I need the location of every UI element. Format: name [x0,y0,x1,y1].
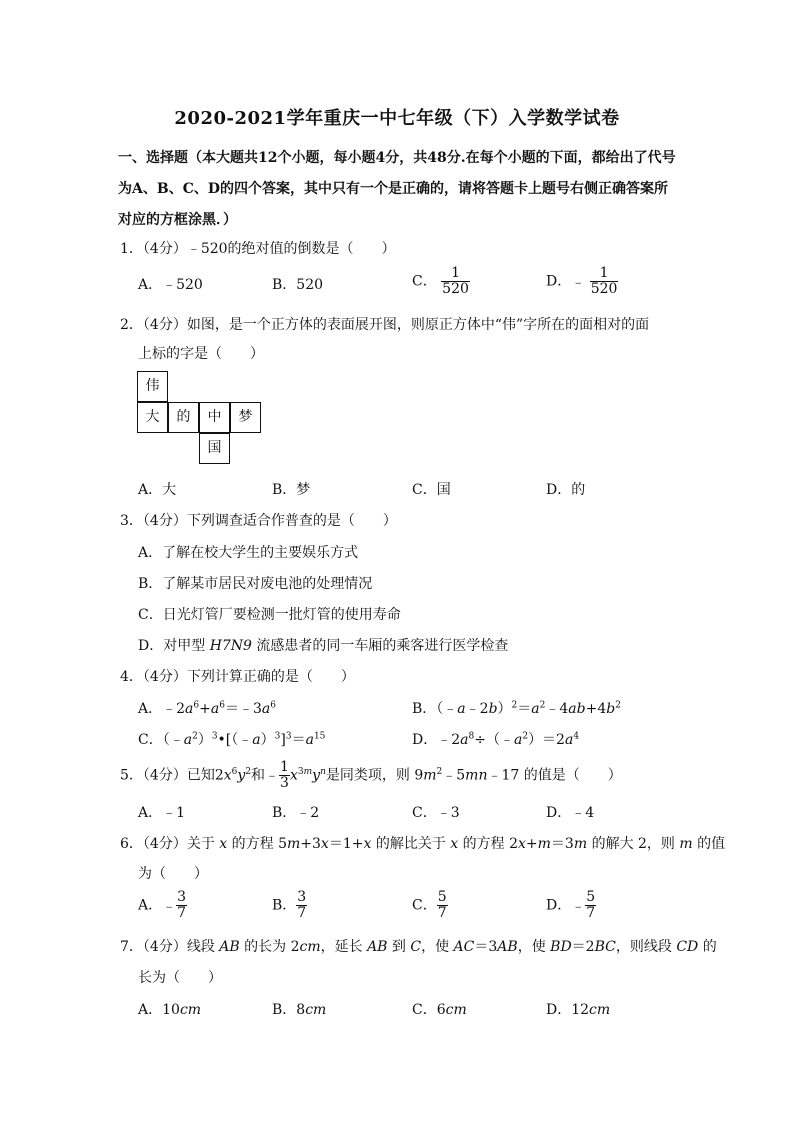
q2-option-c: C．国 [412,482,451,498]
q5-stem-suffix: 的值是（ ） [523,767,622,784]
exam-title: 2020-2021学年重庆一中七年级（下）入学数学试卷 [174,108,620,129]
net-cell-wei: 伟 [137,371,168,402]
q5-stem-middle: 是同类项，则 [325,767,410,784]
q2-option-d: D．的 [546,482,586,498]
fraction-denominator: 7 [437,905,447,921]
q6-option-a-fraction [176,890,187,921]
q6-option-b [272,890,307,921]
q1-option-c-label: C． [412,273,437,290]
q3-option-d-prefix: D．对甲型 [138,638,206,654]
net-cell-da: 大 [137,402,168,433]
fraction-numerator: 3 [297,889,307,905]
q1-option-c-fraction [441,266,470,297]
question-2-stem: 2．（4分）如图，是一个正方体的表面展开图，则原正方体中“伟”字所在的面相对的面 [120,317,650,333]
q7-option-a-value: A．10 [138,1002,180,1018]
fraction-numerator: 5 [586,889,596,905]
fraction-denominator: 7 [586,905,596,921]
q5-option-a: A．﹣1 [138,805,186,821]
question-7-stem-cont: 长为（ ） [138,970,222,986]
fraction-denominator: 7 [177,905,187,921]
q7-option-c-value: C．6 [412,1002,446,1018]
cube-net-figure [137,371,267,466]
q3-option-a: A．了解在校大学生的主要娱乐方式 [138,545,359,561]
q1-option-a: A．﹣520 [138,277,203,293]
fraction-numerator: 5 [437,889,447,905]
fraction-denominator: 3 [280,775,289,791]
question-1-stem: 1．（4分）﹣520的绝对值的倒数是（ ） [120,241,396,257]
fraction-numerator: 1 [441,266,470,282]
q6-option-c [412,890,448,921]
q3-option-d-suffix: 流感患者的同一车厢的乘客进行医学检查 [256,638,509,654]
q3-option-d [138,635,508,655]
q6-option-b-fraction [296,890,307,921]
q5-option-b: B．﹣2 [272,805,320,821]
q5-fraction [279,760,290,791]
q2-option-a: A．大 [138,482,177,498]
fraction-numerator: 1 [590,266,619,282]
q6-option-d [546,890,596,921]
fraction-denominator: 7 [297,905,307,921]
question-6-stem: 6．（4分）关于 x 的方程 5m+3x＝1+x 的解比关于 x 的方程 2x+m＝3m 的解大 2，则 m 的值 [120,836,726,852]
unit-cm: cm [589,1002,611,1018]
net-cell-meng: 梦 [230,402,261,433]
q1-option-d-fraction [590,266,619,297]
unit-cm: cm [179,1002,202,1018]
q1-option-d-label: D． [546,273,572,290]
fraction-denominator: 520 [442,281,469,297]
unit-cm: cm [445,1002,467,1018]
q1-option-b: B．520 [272,277,324,293]
q5-option-c: C．﹣3 [412,805,460,821]
net-cell-de: 的 [168,402,199,433]
q7-option-b-value: B．8 [272,1002,306,1018]
question-7-stem: 7．（4分）线段 AB 的长为 2cm，延长 AB 到 C，使 AC＝3AB，使 BD＝2BC，则线段 CD 的 [120,939,717,955]
section-heading: 一、选择题（本大题共12个小题，每小题4分，共48分.在每个小题的下面，都给出了代号为A、B、C、D的四个答案，其中只有一个是正确的，请将答题卡上题号右侧正确答案所对应的方框涂黑．） [118,150,676,228]
q6-stem-prefix: 6．（4分）关于 [120,836,215,852]
q4-option-b: B．$(﹣a﹣2b)^2=a^2﹣4ab+4b^2$ [412,700,621,717]
q2-option-b: B．梦 [272,482,311,498]
question-3-stem: 3．（4分）下列调查适合作普查的是（ ） [120,513,397,529]
q4-option-d: D．$﹣2a^8\div(﹣a^2)=2a^4$ [412,731,580,748]
net-cell-zhong: 中 [199,402,230,433]
net-cell-guo: 国 [199,433,230,464]
minus-sign: ﹣ [162,898,177,915]
q1-option-d [546,266,618,297]
q6-option-b-label: B． [272,897,297,914]
q3-option-b: B．了解某市居民对废电池的处理情况 [138,576,373,592]
q1-option-c [412,266,470,297]
q3-option-c: C．日光灯管厂要检测一批灯管的使用寿命 [138,607,401,623]
q6-option-c-fraction [437,890,448,921]
q7-option-a [138,999,201,1019]
question-2-stem-cont: 上标的字是（ ） [138,346,264,362]
fraction-numerator: 1 [280,759,289,775]
q5-option-d: D．﹣4 [546,805,595,821]
q6-option-d-label: D． [546,897,572,914]
q6-option-a [138,890,187,921]
q5-stem-and: 和 [251,767,266,784]
q4-option-a: A．$﹣2a^6+a^6=﹣3a^6$ [138,700,276,717]
q4-option-c: C．$(﹣a^2)^3•[(﹣a)^3]^3=a^{15}$ [138,731,326,748]
question-5-stem: 5．（4分）已知$2x^6y^2$和﹣ $\frac{1}{3}$ $x^{3m}y^n$是同类项，则 $9m^2﹣5mn﹣17$ 的值是（ ） [120,759,622,791]
question-6-stem-cont: 为（ ） [138,866,208,882]
q7-option-d-value: D．12 [546,1002,590,1018]
q6-option-c-label: C． [412,897,437,914]
q6-option-a-label: A． [138,897,163,914]
minus-sign: ﹣ [571,274,586,291]
q5-stem-prefix: 5．（4分）已知 [120,767,215,784]
q7-option-b [272,999,326,1019]
unit-cm: cm [305,1002,327,1018]
q7-option-d [546,999,610,1019]
minus-sign: ﹣ [571,898,586,915]
question-4-stem: 4．（4分）下列计算正确的是（ ） [120,669,355,685]
q7-option-c [412,999,467,1019]
virus-name: H7N9 [209,638,252,654]
q6-option-d-fraction [585,890,596,921]
fraction-denominator: 520 [590,281,618,297]
fraction-numerator: 3 [177,889,187,905]
